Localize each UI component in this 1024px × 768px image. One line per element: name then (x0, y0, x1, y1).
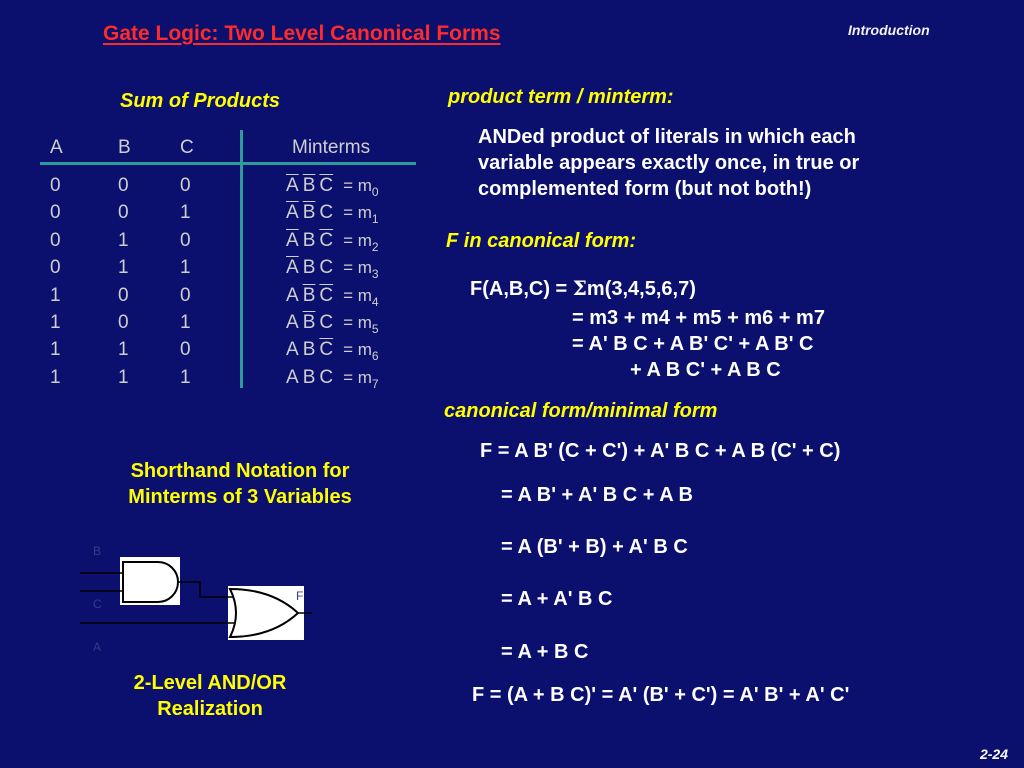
literal-c: $\overline{C}$ (319, 285, 334, 306)
minterm-index: 1 (371, 211, 379, 226)
cell-a: 0 (50, 257, 61, 278)
minterm-equals: = m (343, 286, 372, 305)
minterm-expression (286, 257, 379, 281)
literal-b: B (302, 257, 316, 278)
minterm-equals: = m (343, 176, 372, 195)
header-a: A (50, 137, 63, 158)
minterm-index: 7 (371, 376, 379, 391)
minterm-equals: = m (343, 313, 372, 332)
minterm-index: 3 (371, 266, 379, 281)
cell-a: 0 (50, 175, 61, 196)
minterm-expression (286, 312, 379, 336)
literal-a: A (286, 285, 299, 306)
canonical-heading: F in canonical form: (446, 230, 637, 252)
cell-a: 0 (50, 202, 61, 223)
minimal-line-4: = A + A' B C (501, 588, 613, 610)
minterm-index: 2 (371, 239, 379, 254)
minterm-equals: = m (343, 368, 372, 387)
cell-a: 1 (50, 367, 61, 388)
label-c: C (93, 597, 102, 611)
literal-c: C (319, 202, 334, 223)
minterm-expression (286, 339, 379, 363)
literal-c: C (319, 257, 334, 278)
canonical-line-4: + A B C' + A B C (630, 359, 781, 381)
literal-a: $\overline{A}$ (286, 230, 299, 251)
literal-c: $\overline{C}$ (319, 230, 334, 251)
sum-of-products-heading: Sum of Products (120, 90, 281, 112)
minterm-index: 0 (371, 184, 379, 199)
cell-b: 0 (118, 312, 129, 333)
minimal-heading: canonical form/minimal form (444, 400, 718, 422)
literal-a: A (286, 312, 299, 333)
minterm-index: 6 (371, 348, 379, 363)
label-b: B (93, 544, 102, 558)
minterm-def-line-2: variable appears exactly once, in true or (478, 152, 860, 174)
and-or-circuit (60, 535, 340, 665)
cell-a: 0 (50, 230, 61, 251)
complement-line: F = (A + B C)' = A' (B' + C') = A' B' + A' C' (472, 684, 850, 706)
header-minterms: Minterms (292, 137, 371, 158)
table-column-divider (240, 130, 243, 388)
cell-b: 0 (118, 202, 129, 223)
literal-b: $\overline{B}$ (302, 285, 316, 306)
canonical-line-1 (470, 276, 696, 301)
cell-c: 1 (180, 257, 191, 278)
cell-c: 1 (180, 202, 191, 223)
minimal-line-1: F = A B' (C + C') + A' B C + A B (C' + C) (480, 440, 841, 462)
cell-c: 0 (180, 175, 191, 196)
literal-a: A (286, 339, 299, 360)
cell-b: 0 (118, 285, 129, 306)
minterm-def-line-3: complemented form (but not both!) (478, 178, 812, 200)
circuit-caption (60, 670, 360, 722)
canonical-line-1-post: m(3,4,5,6,7) (586, 278, 696, 300)
header-b: B (118, 137, 131, 158)
literal-a: $\overline{A}$ (286, 257, 299, 278)
cell-a: 1 (50, 285, 61, 306)
literal-b: $\overline{B}$ (302, 175, 316, 196)
minterm-heading: product term / minterm: (448, 86, 674, 108)
minterm-index: 5 (371, 321, 379, 336)
minimal-line-5: = A + B C (501, 641, 589, 663)
minimal-line-3: = A (B' + B) + A' B C (501, 536, 688, 558)
cell-a: 1 (50, 312, 61, 333)
cell-b: 1 (118, 230, 129, 251)
sigma-symbol: Σ (572, 276, 587, 300)
minterm-definition (478, 124, 859, 202)
slide-title: Gate Logic: Two Level Canonical Forms (103, 22, 501, 45)
section-label: Introduction (848, 22, 930, 38)
literal-b: B (302, 339, 316, 360)
minterm-def-line-1: ANDed product of literals in which each (478, 126, 856, 148)
literal-c: C (319, 367, 334, 388)
cell-a: 1 (50, 339, 61, 360)
minterm-equals: = m (343, 340, 372, 359)
minterm-equals: = m (343, 231, 372, 250)
literal-a: $\overline{A}$ (286, 202, 299, 223)
page-number: 2-24 (979, 746, 1008, 762)
literal-c: $\overline{C}$ (319, 339, 334, 360)
literal-a: A (286, 367, 299, 388)
cell-c: 0 (180, 230, 191, 251)
circuit-caption-line-2: Realization (157, 698, 263, 720)
minterm-expression (286, 367, 379, 391)
shorthand-line-1: Shorthand Notation for (130, 460, 350, 482)
literal-b: B (302, 230, 316, 251)
literal-a: $\overline{A}$ (286, 175, 299, 196)
label-a: A (93, 640, 102, 654)
cell-c: 1 (180, 367, 191, 388)
cell-c: 0 (180, 339, 191, 360)
minterm-expression (286, 202, 379, 226)
shorthand-line-2: Minterms of 3 Variables (128, 486, 352, 508)
minterm-expression (286, 230, 379, 254)
minterm-expression (286, 285, 379, 309)
minterm-equals: = m (343, 203, 372, 222)
label-f: F (296, 589, 304, 603)
circuit-caption-line-1: 2-Level AND/OR (133, 672, 287, 694)
cell-b: 1 (118, 339, 129, 360)
canonical-line-3: = A' B C + A B' C' + A B' C (572, 333, 814, 355)
minimal-line-2: = A B' + A' B C + A B (501, 484, 693, 506)
canonical-line-1-pre: F(A,B,C) = (470, 278, 573, 300)
literal-b: B (302, 367, 316, 388)
literal-c: C (319, 312, 334, 333)
literal-c: $\overline{C}$ (319, 175, 334, 196)
cell-c: 1 (180, 312, 191, 333)
cell-b: 1 (118, 257, 129, 278)
literal-b: $\overline{B}$ (302, 202, 316, 223)
cell-b: 0 (118, 175, 129, 196)
minterm-index: 4 (371, 294, 379, 309)
minterm-equals: = m (343, 258, 372, 277)
canonical-line-2: = m3 + m4 + m5 + m6 + m7 (572, 307, 825, 329)
wire-and-to-or (178, 582, 235, 597)
minterm-expression (286, 175, 379, 199)
and-gate (123, 562, 178, 602)
header-c: C (180, 137, 194, 158)
table-header-rule (40, 162, 416, 165)
cell-b: 1 (118, 367, 129, 388)
cell-c: 0 (180, 285, 191, 306)
shorthand-caption (60, 458, 420, 510)
literal-b: $\overline{B}$ (302, 312, 316, 333)
